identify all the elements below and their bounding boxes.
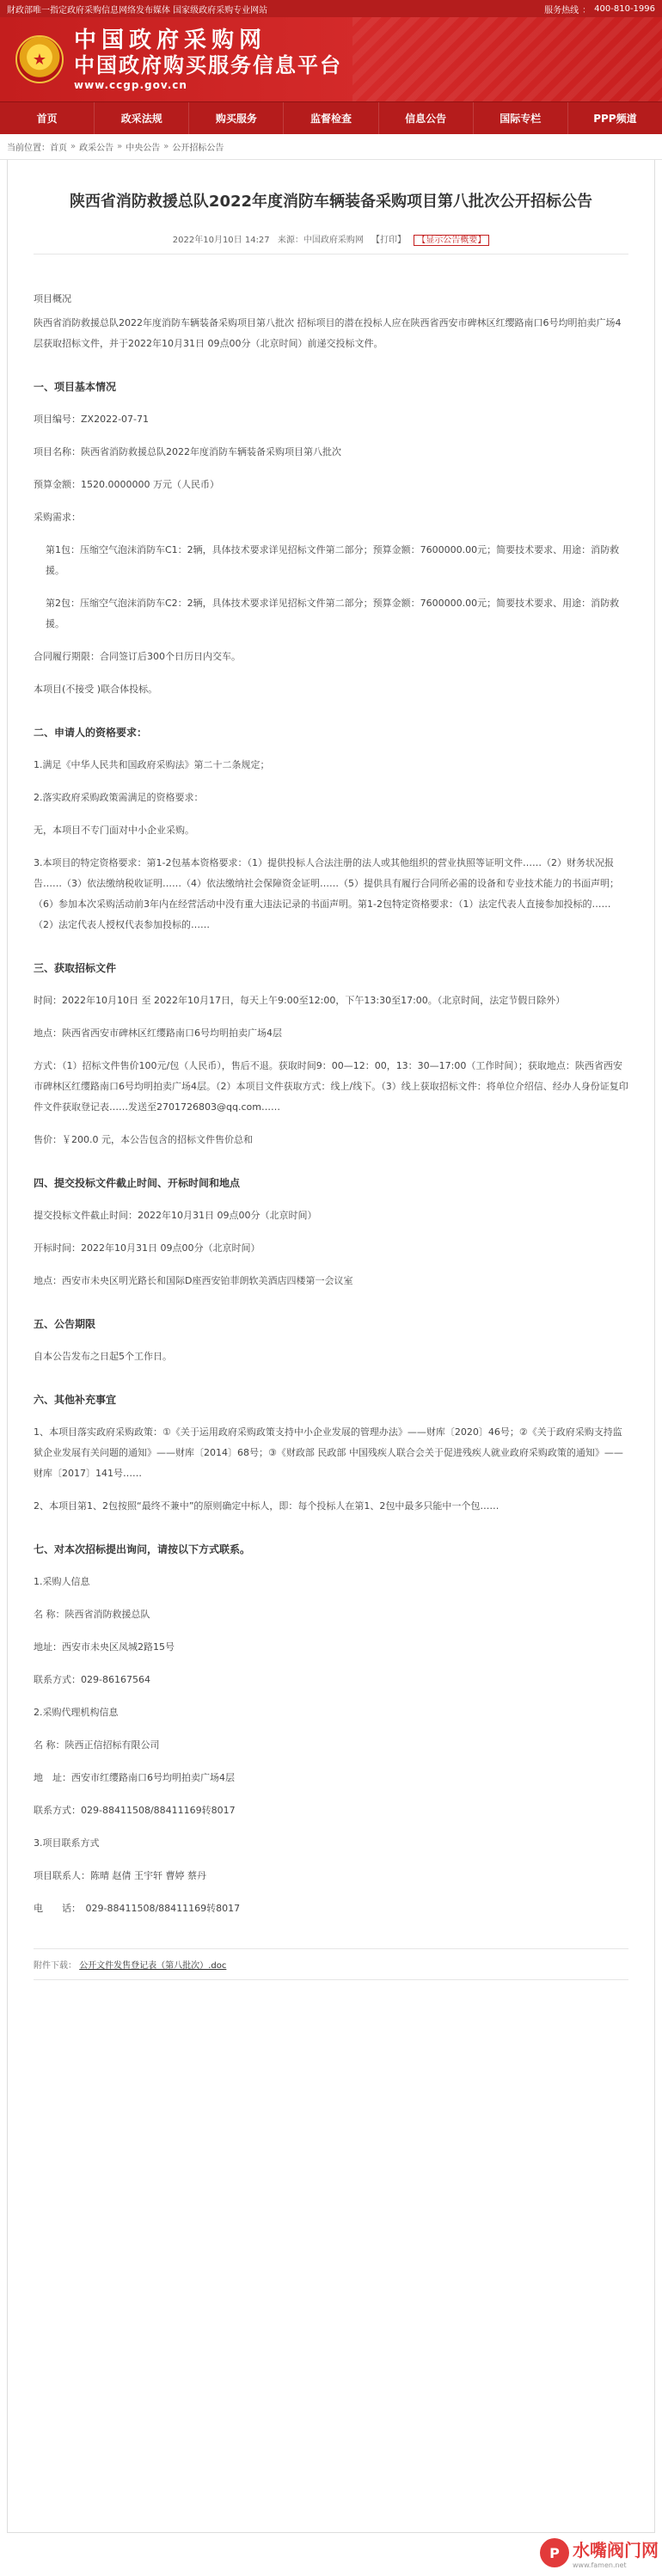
watermark-url: www.famen.net [573, 2561, 627, 2569]
contact-agency-name: 名 称：陕西正信招标有限公司 [34, 1739, 160, 1751]
publish-date: 2022年10月10日 14:27 [172, 236, 270, 245]
nav-purchase-services[interactable]: 购买服务 [189, 102, 284, 134]
article-frame [7, 160, 655, 2533]
bid-deadline: 提交投标文件截止时间：2022年10月31日 09点00分（北京时间） [34, 1210, 317, 1221]
contact-purchaser-name: 名 称：陕西省消防救援总队 [34, 1609, 150, 1620]
attachment-download-link[interactable]: 公开文件发售登记表（第八批次）.doc [79, 1961, 227, 1971]
source: 来源：中国政府采购网 [277, 236, 364, 245]
breadcrumb: 当前位置： 首页 » 政采公告 » 中央公告 » 公开招标公告 [0, 134, 662, 160]
contract-term: 合同履行期限：合同签订后300个日历日内交车。 [34, 651, 241, 662]
document-price: 售价：￥200.0 元，本公告包含的招标文件售价总和 [34, 1134, 253, 1145]
article-meta [34, 232, 628, 255]
bid-open-time: 开标时间：2022年10月31日 09点00分（北京时间） [34, 1242, 261, 1254]
project-budget: 预算金额：1520.0000000 万元（人民币） [34, 479, 219, 490]
document-method: 方式：（1）招标文件售价100元/包（人民币），售后不退。获取时间9：00—12：00，13：30—17:00（工作时间）；获取地点：陕西省西安市碑林区红缨路南口6号均明拍卖广场4层。（2）本项目文件获取方式：线上/线下。（3）线上获取招标文件：将单位介绍信、经办人身份证复印件文件获取登记表……发送至2701726803@qq.com…… [34, 1060, 628, 1113]
requirements-title: 采购需求： [34, 512, 81, 523]
qualification-2: 2.落实政府采购政策需满足的资格要求： [34, 792, 204, 803]
attachment-row [34, 1948, 628, 1980]
contact-purchaser-title: 1.采购人信息 [34, 1576, 90, 1587]
national-emblem-icon: ★ [15, 35, 64, 83]
main-nav [0, 101, 662, 134]
hotline-label: 服务热线 [544, 5, 579, 15]
section-heading: 三、获取招标文件 [34, 962, 117, 974]
consortium-note: 本项目(不接受 )联合体投标。 [34, 684, 158, 695]
overview-title: 项目概况 [34, 293, 71, 304]
breadcrumb-tender[interactable]: 公开招标公告 [172, 144, 224, 153]
overview-text: 陕西省消防救援总队2022年度消防车辆装备采购项目第八批次 招标项目的潜在投标人应在陕西省西安市碑林区红缨路南口6号均明拍卖广场4层获取招标文件，并于2022年10月31日 09点00分（北京时间）前递交投标文件。 [34, 317, 622, 349]
site-notice: 財政部唯一指定政府采购信息网络发布媒体 国家级政府采购专业网站 [7, 5, 268, 15]
banner-decoration [352, 17, 662, 101]
nav-international[interactable]: 国际专栏 [474, 102, 568, 134]
nav-home[interactable]: 首页 [0, 102, 95, 134]
project-code: 项目编号：ZX2022-07-71 [34, 414, 149, 425]
site-subtitle: 中国政府购买服务信息平台 [74, 53, 342, 77]
print-link[interactable]: 【打印】 [371, 236, 407, 245]
site-brand[interactable] [74, 28, 342, 91]
contact-agency-title: 2.采购代理机构信息 [34, 1707, 119, 1718]
show-summary-button[interactable]: 【显示公告概要】 [414, 235, 489, 246]
page-title: 陕西省消防救援总队2022年度消防车辆装备采购项目第八批次公开招标公告 [69, 193, 593, 211]
section-heading: 六、其他补充事宜 [34, 1394, 117, 1406]
contact-project-phone: 电 话： 029-88411508/88411169转8017 [34, 1903, 241, 1914]
section-heading: 五、公告期限 [34, 1318, 96, 1330]
section-heading: 二、申请人的资格要求： [34, 727, 148, 739]
nav-supervision[interactable]: 监督检查 [284, 102, 378, 134]
hotline-number: 400-810-1996 [594, 3, 655, 14]
qualification-1: 1.满足《中华人民共和国政府采购法》第二十二条规定； [34, 759, 270, 770]
watermark-icon: P [540, 2538, 569, 2567]
section-heading: 一、项目基本情况 [34, 381, 117, 393]
requirement-lot-1: 第1包：压缩空气泡沫消防车C1：2辆，具体技术要求详见招标文件第二部分；预算金额：7600000.00元；简要技术要求、用途：消防救援。 [46, 544, 620, 576]
document-time: 时间：2022年10月10日 至 2022年10月17日，每天上午9:00至12:00，下午13:30至17:00。（北京时间，法定节假日除外） [34, 995, 566, 1006]
contact-agency-address: 地 址：西安市红缨路南口6号均明拍卖广场4层 [34, 1772, 235, 1783]
nav-announcements[interactable]: 信息公告 [379, 102, 474, 134]
hotline: 服务热线 ： 400-810-1996 [544, 3, 655, 15]
extra-note-1: 1、本项目落实政府采购政策：①《关于运用政府采购政策支持中小企业发展的管理办法》——财库〔2020〕46号；②《关于政府采购支持监狱企业发展有关问题的通知》——财库〔2014〕68号；③《财政部 民政部 中国残疾人联合会关于促进残疾人就业政府采购政策的通知》——财库〔2017〕141号…… [34, 1426, 623, 1479]
contact-agency-phone: 联系方式：029-88411508/88411169转8017 [34, 1805, 236, 1816]
site-title: 中国政府采购网 [74, 28, 267, 53]
bid-open-place: 地点：西安市未央区明光路长和国际D座西安铂菲朗软美酒店四楼第一会议室 [34, 1275, 353, 1286]
contact-project-people: 项目联系人：陈晴 赵倩 王宇轩 曹婷 蔡丹 [34, 1870, 206, 1881]
attachment-label: 附件下载： [34, 1961, 77, 1971]
article-body [8, 289, 654, 1980]
project-name: 项目名称：陕西省消防救援总队2022年度消防车辆装备采购项目第八批次 [34, 446, 341, 457]
breadcrumb-announcements[interactable]: 政采公告 [79, 144, 114, 153]
contact-project-title: 3.项目联系方式 [34, 1837, 100, 1849]
requirement-lot-2: 第2包：压缩空气泡沫消防车C2：2辆，具体技术要求详见招标文件第二部分；预算金额：7600000.00元；简要技术要求、用途：消防救援。 [46, 598, 620, 629]
contact-purchaser-phone: 联系方式：029-86167564 [34, 1674, 150, 1685]
nav-ppp[interactable]: PPP频道 [593, 113, 637, 125]
qualification-2-value: 无，本项目不专门面对中小企业采购。 [34, 825, 194, 836]
top-info-bar [0, 0, 662, 17]
nav-regulations[interactable]: 政采法规 [95, 102, 189, 134]
extra-note-2: 2、本项目第1、2包按照“最终不兼中”的原则确定中标人，即：每个投标人在第1、2包中最多只能中一个包…… [34, 1500, 500, 1512]
contact-purchaser-address: 地址：西安市未央区凤城2路15号 [34, 1641, 175, 1653]
site-url: www.ccgp.gov.cn [74, 79, 187, 91]
breadcrumb-home[interactable]: 首页 [50, 144, 67, 153]
notice-period: 自本公告发布之日起5个工作日。 [34, 1351, 172, 1362]
document-place: 地点：陕西省西安市碑林区红缨路南口6号均明拍卖广场4层 [34, 1027, 282, 1039]
section-heading: 七、对本次招标提出询问，请按以下方式联系。 [34, 1543, 251, 1555]
qualification-3: 3.本项目的特定资格要求：第1-2包基本资格要求：（1）提供投标人合法注册的法人或其他组织的营业执照等证明文件……（2）财务状况报告……（3）依法缴纳税收证明……（4）依法缴纳社会保障资金证明……（5）提供具有履行合同所必需的设备和专业技术能力的书面声明；（6）参加本次采购活动前3年内在经营活动中没有重大违法记录的书面声明。第1-2包特定资格要求：（1）法定代表人直接参加投标的……（2）法定代表人授权代表参加投标的…… [34, 857, 619, 930]
breadcrumb-central[interactable]: 中央公告 [126, 144, 161, 153]
site-banner [0, 17, 662, 101]
section-heading: 四、提交投标文件截止时间、开标时间和地点 [34, 1177, 241, 1189]
breadcrumb-prefix: 当前位置： [7, 144, 50, 153]
watermark-logo [540, 2536, 659, 2569]
watermark-text: 水嘴阀门网 [573, 2540, 659, 2561]
